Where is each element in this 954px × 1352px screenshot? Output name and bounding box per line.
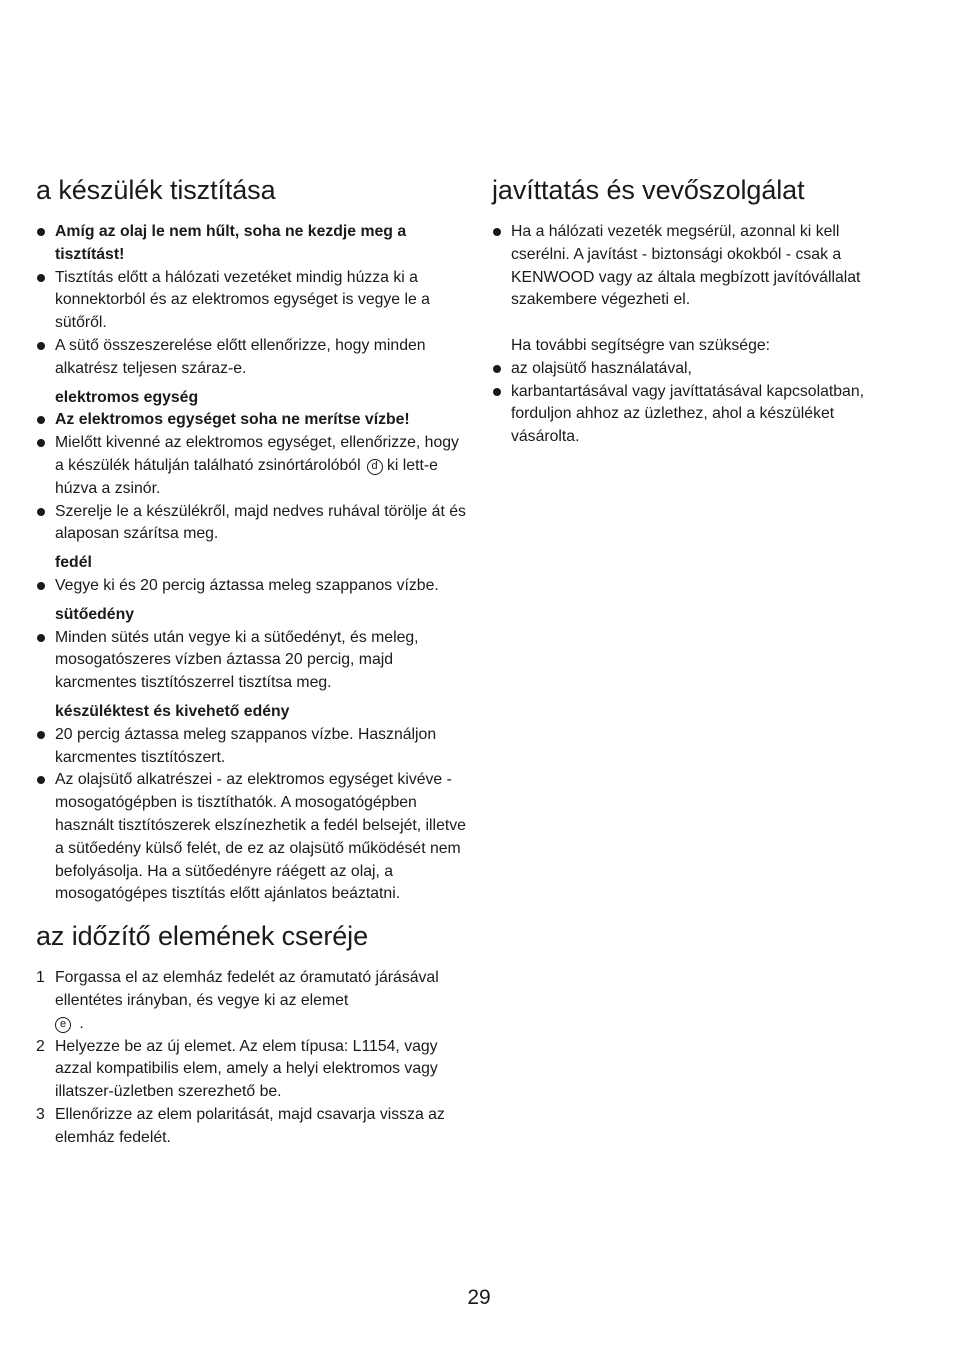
right-column [492,172,902,449]
timer-step-3 [36,1104,468,1150]
cleaning-bullet-1: Amíg az olaj le nem hűlt, soha ne kezdje meg a tisztítást! [36,221,468,267]
timer-title: az időzítő elemének cseréje [36,921,368,952]
timer-step-1-tail: . [79,1014,84,1032]
step-number: 3 [36,1105,45,1123]
service-help-intro: Ha további segítségre van szüksége: [511,336,771,354]
service-bullet-2: az olajsütő használatával, [492,358,902,381]
electrical-bullet-2 [36,432,468,500]
body-heading: készüléktest és kivehető edény [55,702,290,720]
pan-bullet-1: Minden sütés után vegye ki a sütőedényt, és meleg, mosogatószeres vízben áztassa 20 percig, majd karcmentes tisztítószerrel tisztítsa meg. [36,627,468,695]
timer-step-3-text: Ellenőrizze az elem polaritását, majd csavarja vissza az elemház fedelét. [55,1105,445,1146]
body-bullet-2: Az olajsütő alkatrészei - az elektromos egységet kivéve - mosogatógépben is tisztíthatók. A mosogatógépben használt tisztítószerek elszínezhetik a fedél belsejét, illetve a sütőedény külső felét, de ez az olajsütő működését nem befolyásolja. Ha a sütőedényre ráégett az olaj, a mosogatógépes tisztítás előtt ajánlatos beáztatni. [36,769,468,906]
electrical-bullet-2-text: Mielőtt kivenné az elektromos egységet, ellenőrizze, hogy a készülék hátulján található zsinórtárolóból [55,434,459,474]
callout-d-icon: d [367,459,383,475]
timer-step-1-text: Forgassa el az elemház fedelét az óramutató járásával ellentétes irányban, és vegye ki az elemet [55,969,439,1009]
body-bullet-1: 20 percig áztassa meleg szappanos vízbe. Használjon karcmentes tisztítószert. [36,724,468,770]
electrical-heading: elektromos egység [55,388,199,406]
lid-heading: fedél [55,554,92,572]
callout-e-icon: e [55,1017,71,1033]
step-number: 1 [36,969,45,987]
service-bullet-1: Ha a hálózati vezeték megsérül, azonnal ki kell cserélni. A javítást - biztonsági okokból - csak a KENWOOD vagy az általa megbízott javítóvállalat szakembere végezheti el. [492,221,902,312]
lid-bullet-1: Vegye ki és 20 percig áztassa meleg szappanos vízbe. [36,575,468,598]
electrical-bullet-1: Az elektromos egységet soha ne merítse vízbe! [36,409,468,432]
electrical-bullet-3: Szerelje le a készülékről, majd nedves ruhával törölje át és alaposan szárítsa meg. [36,501,468,547]
service-bullet-3: karbantartásával vagy javíttatásával kapcsolatban, forduljon ahhoz az üzlethez, ahol a készüléket vásárolta. [492,381,902,449]
cleaning-bullet-3: A sütő összeszerelése előtt ellenőrizze, hogy minden alkatrész teljesen száraz-e. [36,335,468,381]
spacer [492,312,902,335]
electrical-bullet-2-tail: ki lett-e húzva a zsinór. [55,456,438,497]
step-number: 2 [36,1037,45,1055]
pan-heading: sütőedény [55,605,134,623]
cleaning-title: a készülék tisztítása [36,175,276,205]
service-title: javíttatás és vevőszolgálat [492,175,805,205]
cleaning-bullet-2: Tisztítás előtt a hálózati vezetéket mindig húzza ki a konnektorból és az elektromos egységet is vegye le a sütőről. [36,267,468,335]
left-column [36,172,468,1149]
timer-step-2 [36,1036,468,1104]
page-number: 29 [467,1286,491,1309]
timer-step-1 [36,967,468,1035]
timer-step-2-text: Helyezze be az új elemet. Az elem típusa: L1154, vagy azzal kompatibilis elem, amely a helyi elektromos vagy illatszer-üzletben szerezhető be. [55,1037,438,1101]
